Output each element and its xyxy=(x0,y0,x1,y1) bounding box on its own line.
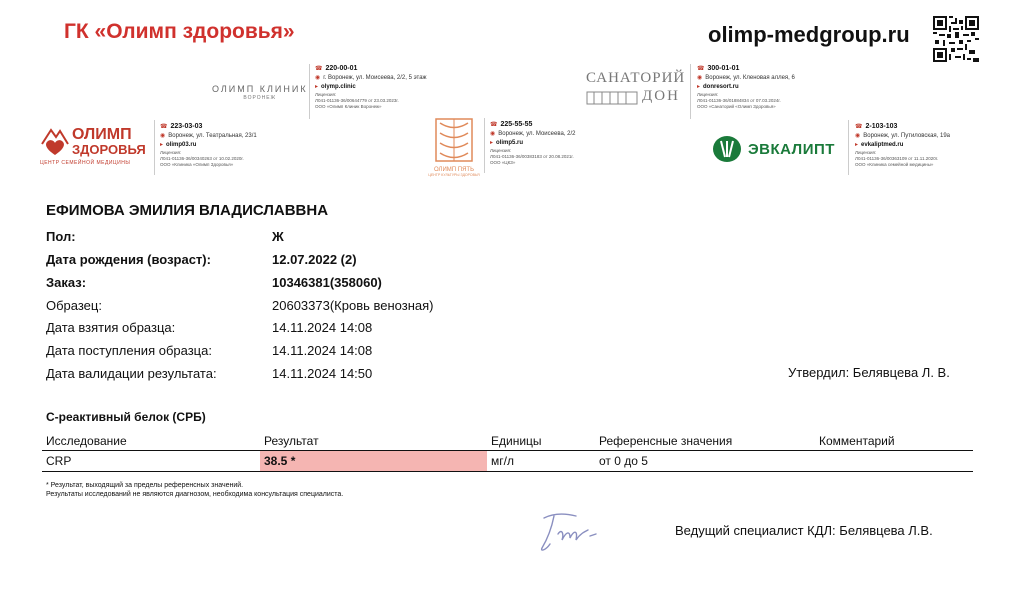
qr-code-icon xyxy=(933,16,979,62)
divider xyxy=(309,64,310,119)
eucalyptus-logo xyxy=(712,135,835,163)
signature-image xyxy=(536,508,602,554)
mountain-heart-icon xyxy=(40,124,70,158)
web-icon: ▸ xyxy=(315,84,319,90)
clinic-phone: 300-01-01 xyxy=(707,65,740,72)
website: olimp-medgroup.ru xyxy=(708,22,910,47)
clinic-address: г. Воронеж, ул. Моисеева, 2/2, 5 этаж xyxy=(323,75,427,81)
clinic-sub: ВОРОНЕЖ xyxy=(243,95,277,101)
clinic-company: ООО «Клиника семейной медицины» xyxy=(855,162,934,167)
clinic-name: ОЛИМП КЛИНИК xyxy=(212,84,308,94)
clinic-name: ОЛИМП xyxy=(72,125,132,143)
clinic-name: ЭВКАЛИПТ xyxy=(748,140,835,158)
sanatorium-don-logo xyxy=(586,70,684,105)
result-value: 38.5 * xyxy=(260,451,487,472)
clinic-address: Воронеж, ул. Театральная, 23/1 xyxy=(168,133,257,139)
field-label: Заказ: xyxy=(46,275,87,290)
clinic-phone: 225-55-55 xyxy=(500,121,533,128)
web-icon: ▸ xyxy=(490,140,494,146)
units: мг/л xyxy=(487,451,595,472)
clinic-info xyxy=(315,64,427,110)
location-icon: ◉ xyxy=(697,75,703,81)
field-label: Пол: xyxy=(46,229,76,244)
comment xyxy=(815,451,973,472)
clinic-address: Воронеж, ул. Путиловская, 19а xyxy=(863,133,951,139)
clinic-phone: 223-03-03 xyxy=(170,123,203,130)
clinic-company: ООО «Клиника «Олимп Здоровья» xyxy=(160,162,234,167)
clinic-address: Воронеж, ул. Кленовая аллея, 6 xyxy=(705,75,795,81)
field-value: 14.11.2024 14:50 xyxy=(272,366,373,381)
field-label: Дата взятия образца: xyxy=(46,320,176,335)
lead-specialist: Ведущий специалист КДЛ: Белявцева Л.В. xyxy=(675,523,933,538)
disclaimer: Результаты исследований не являются диагнозом, необходима консультация специалиста. xyxy=(46,491,344,498)
results-table xyxy=(42,431,973,472)
clinic-info xyxy=(697,64,795,110)
clinic-phone: 220-00-01 xyxy=(325,65,358,72)
license-word: Лицензия: xyxy=(490,148,512,153)
license-word: Лицензия: xyxy=(160,150,182,155)
phone-icon: ☎ xyxy=(315,66,323,72)
field-label: Дата валидации результата: xyxy=(46,366,217,381)
clinic-license: Л041-01136-36/00363109 от 11.11.2020г. xyxy=(855,156,939,161)
clinic-site[interactable]: evkaliptmed.ru xyxy=(861,142,904,148)
web-icon: ▸ xyxy=(697,84,701,90)
license-word: Лицензия: xyxy=(697,92,719,97)
field-label: Дата рождения (возраст): xyxy=(46,252,211,267)
clinic-name-2: ЗДОРОВЬЯ xyxy=(72,141,146,157)
olimp-health-logo xyxy=(40,124,150,166)
clinic-company: ООО «Санаторий «Олимп Здоровья» xyxy=(697,104,776,109)
location-icon: ◉ xyxy=(490,131,496,137)
section-title: С-реактивный белок (СРБ) xyxy=(46,410,206,424)
license-word: Лицензия: xyxy=(855,150,877,155)
approved-by: Утвердил: Белявцева Л. В. xyxy=(788,365,950,380)
table-row xyxy=(42,451,973,472)
leaf-icon xyxy=(712,135,742,163)
clinic-name-2: ДОН xyxy=(642,88,680,104)
divider xyxy=(690,64,691,119)
location-icon: ◉ xyxy=(315,75,321,81)
web-icon: ▸ xyxy=(855,142,859,148)
clinic-company: ООО «Олимп Клиник Воронеж» xyxy=(315,104,382,109)
field-label: Образец: xyxy=(46,298,102,313)
column-header: Исследование xyxy=(42,431,260,451)
clinic-site[interactable]: olimp5.ru xyxy=(496,140,524,146)
clinic-address: Воронеж, ул. Моисеева, 2/2 xyxy=(498,131,576,137)
phone-icon: ☎ xyxy=(490,122,498,128)
field-value: 12.07.2022 (2) xyxy=(272,252,357,267)
column-header: Результат xyxy=(260,431,487,451)
clinic-sub: ЦЕНТР СЕМЕЙНОЙ МЕДИЦИНЫ xyxy=(40,160,131,166)
clinic-license: Л041-01136-36/00383183 от 20.08.2021г. xyxy=(490,154,574,159)
clinic-info xyxy=(490,120,575,166)
phone-icon: ☎ xyxy=(697,66,705,72)
clinic-site[interactable]: donresort.ru xyxy=(703,84,739,90)
clinic-name: ОЛИМП ПЯТЬ xyxy=(433,167,475,173)
clinic-site[interactable]: olymp.clinic xyxy=(321,84,356,90)
field-value: 20603373(Кровь венозная) xyxy=(272,298,434,313)
phone-icon: ☎ xyxy=(855,124,863,130)
location-icon: ◉ xyxy=(160,133,166,139)
org-title: ГК «Олимп здоровья» xyxy=(64,20,295,43)
reference-range: от 0 до 5 xyxy=(595,451,815,472)
ornament-icon xyxy=(435,118,473,162)
field-label: Дата поступления образца: xyxy=(46,343,212,358)
clinic-name: САНАТОРИЙ xyxy=(586,70,686,86)
clinic-site[interactable]: olimp03.ru xyxy=(166,142,197,148)
phone-icon: ☎ xyxy=(160,124,168,130)
clinic-license: Л041-01136-36/00644779 от 23.03.2023г. xyxy=(315,98,399,103)
clinic-sub: ЦЕНТР КУЛЬТУРЫ ЗДОРОВЬЯ xyxy=(428,173,480,177)
field-value: Ж xyxy=(272,229,284,244)
column-header: Единицы xyxy=(487,431,595,451)
clinic-phone: 2-103-103 xyxy=(865,123,898,130)
column-header: Референсные значения xyxy=(595,431,815,451)
clinic-info xyxy=(160,122,257,168)
olimp-clinic-logo xyxy=(212,84,308,101)
clinic-license: Л041-01136-36/00340263 от 10.02.2020г. xyxy=(160,156,244,161)
web-icon: ▸ xyxy=(160,142,164,148)
field-value: 14.11.2024 14:08 xyxy=(272,343,373,358)
license-word: Лицензия: xyxy=(315,92,337,97)
location-icon: ◉ xyxy=(855,133,861,139)
column-header: Комментарий xyxy=(815,431,973,451)
field-value: 10346381(358060) xyxy=(272,275,382,290)
divider xyxy=(484,118,485,173)
divider xyxy=(848,120,849,175)
clinic-info xyxy=(855,122,950,168)
test-name: CRP xyxy=(42,451,260,472)
building-icon xyxy=(586,89,638,105)
olimp-five-logo xyxy=(428,118,480,177)
field-value: 14.11.2024 14:08 xyxy=(272,320,373,335)
patient-name: ЕФИМОВА ЭМИЛИЯ ВЛАДИСЛАВВНА xyxy=(46,202,329,219)
clinic-company: ООО «ЦКЗ» xyxy=(490,160,516,165)
divider xyxy=(154,120,155,175)
table-header-row xyxy=(42,431,973,451)
footnote: * Результат, выходящий за пределы референсных значений. xyxy=(46,482,244,489)
clinic-license: Л041-01136-36/01884834 от 07.03.2024г. xyxy=(697,98,781,103)
